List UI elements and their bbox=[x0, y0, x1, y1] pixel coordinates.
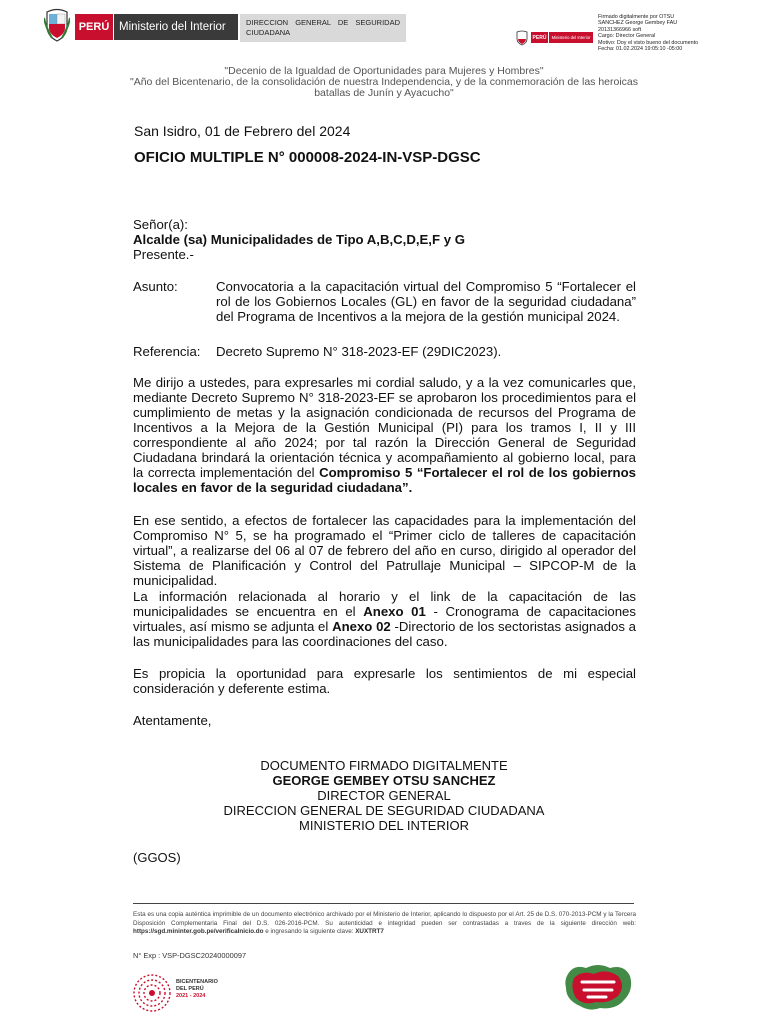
verification-url[interactable]: https://sgd.mininter.gob.pe/verificaInicio.do bbox=[133, 928, 264, 935]
footer-divider bbox=[133, 903, 634, 904]
bicentenario-line-2: DEL PERÚ bbox=[176, 986, 204, 992]
footer-note-text: Esta es una copia auténtica imprimible de un documento electrónico archivado por el Ministerio de Interior, aplicando lo dispuesto por el Art. 25 de D.S. 070-2013-PCM y la Tercera Disposición Complementaria Final del D.S. 026-2016-PCM. Su autenticidad e integridad pueden ser contrastadas a traves de la siguiente dirección web: bbox=[133, 911, 636, 927]
digital-signature-stamp bbox=[598, 14, 768, 52]
bicentenario-label bbox=[176, 979, 218, 1000]
expediente-number: N° Exp : VSP-DGSC20240000097 bbox=[133, 951, 247, 960]
signature-line: 20131366966 soft bbox=[598, 26, 642, 33]
paragraph-1-text: Me dirijo a ustedes, para expresarles mi cordial saludo, y a la vez comunicarles que, mediante Decreto Supremo N° 318-2023-EF se aprobaron los procedimientos para el cumplimiento de metas y la asignación condicionada de recursos del Programa de Incentivos a la Mejora de la Gestión Municipal (PI) para los tramos I, II y III correspondiente al año 2024; por tal razón la Dirección General de Seguridad Ciudadana brindará la orientación técnica y acompañamiento al gobierno local, para la correcta implementación del bbox=[133, 375, 636, 480]
paragraph-2: En ese sentido, a efectos de fortalecer las capacidades para la implementación del Compromiso N° 5, se ha programado el “Primer ciclo de talleres de capacitación virtual”, a realizarse del 06 al 07 de febrero del año en curso, dirigido al operador del Sistema de Planificación y Control del Patrullaje Municipal – SIPCOP-M de la municipalidad. bbox=[133, 513, 636, 588]
mini-peru-label: PERÚ bbox=[531, 32, 548, 43]
paragraph-3-c: -Directorio de los sectoristas asignados a las municipalidades para las coordinaciones del caso. bbox=[133, 619, 637, 649]
bicentenario-line-1: BICENTENARIO bbox=[176, 979, 218, 985]
letter-date: San Isidro, 01 de Febrero del 2024 bbox=[134, 123, 351, 139]
paragraph-3-a: La información relacionada al horario y el link de la capacitación de las municipalidades se encuentra en el bbox=[133, 589, 636, 619]
peru-label: PERÚ bbox=[75, 14, 113, 40]
signature-line1: DOCUMENTO FIRMADO DIGITALMENTE bbox=[260, 758, 508, 773]
presente: Presente.- bbox=[133, 247, 194, 262]
signature-line: Fecha: 01.02.2024 19:05:10 -05:00 bbox=[598, 46, 683, 53]
signature-block bbox=[134, 758, 634, 833]
paragraph-1 bbox=[133, 375, 636, 495]
asunto-text: Convocatoria a la capacitación virtual del Compromiso 5 “Fortalecer el rol de los Gobiernos Locales (GL) en favor de la seguridad ciudadana” del Programa de Incentivos a la mejora de la gestión municipal 2024. bbox=[216, 279, 636, 324]
signer-name: GEORGE GEMBEY OTSU SANCHEZ bbox=[272, 773, 496, 788]
year-motto bbox=[120, 66, 648, 99]
bicentenario-line: "Año del Bicentenario, de la consolidación de nuestra Independencia, y de la conmemoración de las heroicas bbox=[129, 76, 639, 88]
referencia-block bbox=[133, 344, 636, 359]
recipient-block bbox=[133, 217, 636, 262]
bicentenario-logo-icon bbox=[132, 973, 172, 1013]
national-crest-icon bbox=[44, 8, 70, 42]
paragraph-3-b: - Cronograma de capacitaciones virtuales, así mismo se adjunta el bbox=[133, 604, 636, 634]
asunto-label: Asunto: bbox=[133, 279, 178, 294]
paragraph-4: Es propicia la oportunidad para expresarle los sentimientos de mi especial consideración y deferente estima. bbox=[133, 666, 636, 696]
signature-line: SANCHEZ George Gembey FAU bbox=[598, 20, 678, 27]
closing: Atentamente, bbox=[133, 713, 212, 728]
direccion-label: DIRECCION GENERAL DE SEGURIDAD CIUDADANA bbox=[240, 14, 406, 42]
decenio-line: "Decenio de la Igualdad de Oportunidades para Mujeres y Hombres" bbox=[224, 65, 544, 77]
signature-line: Cargo: Director General bbox=[598, 33, 656, 40]
asunto-block bbox=[133, 279, 636, 324]
addressee: Alcalde (sa) Municipalidades de Tipo A,B,C,D,E,F y G bbox=[133, 232, 465, 247]
anexo-02: Anexo 02 bbox=[332, 619, 391, 634]
signer-office: DIRECCION GENERAL DE SEGURIDAD CIUDADANA bbox=[223, 803, 545, 818]
ministry-label: Ministerio del Interior bbox=[114, 14, 238, 40]
initials: (GGOS) bbox=[133, 850, 181, 865]
footer-note bbox=[133, 911, 636, 937]
paragraph-3 bbox=[133, 589, 636, 649]
compromiso-bold: Compromiso 5 “Fortalecer el rol de los gobiernos locales en favor de la seguridad ciudadana”. bbox=[133, 465, 636, 495]
anexo-01: Anexo 01 bbox=[363, 604, 426, 619]
bicentenario-line-cont: batallas de Junín y Ayacucho" bbox=[314, 87, 454, 99]
oficio-number: OFICIO MULTIPLE N° 000008-2024-IN-VSP-DGSC bbox=[134, 149, 481, 166]
verification-key: XUXTRT7 bbox=[355, 928, 384, 935]
mini-ministry-label: Ministerio del Interior bbox=[549, 32, 593, 43]
mini-crest-icon bbox=[516, 30, 528, 46]
bicentenario-years: 2021 - 2024 bbox=[176, 993, 206, 999]
referencia-text: Decreto Supremo N° 318-2023-EF (29DIC2023). bbox=[216, 344, 502, 359]
footer-note-text-b: e ingresando la siguiente clave: bbox=[263, 928, 356, 935]
signer-ministry: MINISTERIO DEL INTERIOR bbox=[299, 818, 469, 833]
salutation: Señor(a): bbox=[133, 217, 188, 232]
referencia-label: Referencia: bbox=[133, 344, 201, 359]
signer-title: DIRECTOR GENERAL bbox=[317, 788, 451, 803]
signature-line: Firmado digitalmente por OTSU bbox=[598, 14, 675, 20]
con-puneche-peru-logo-icon bbox=[560, 960, 636, 1014]
signature-line: Motivo: Doy el visto bueno del documento bbox=[598, 39, 699, 46]
